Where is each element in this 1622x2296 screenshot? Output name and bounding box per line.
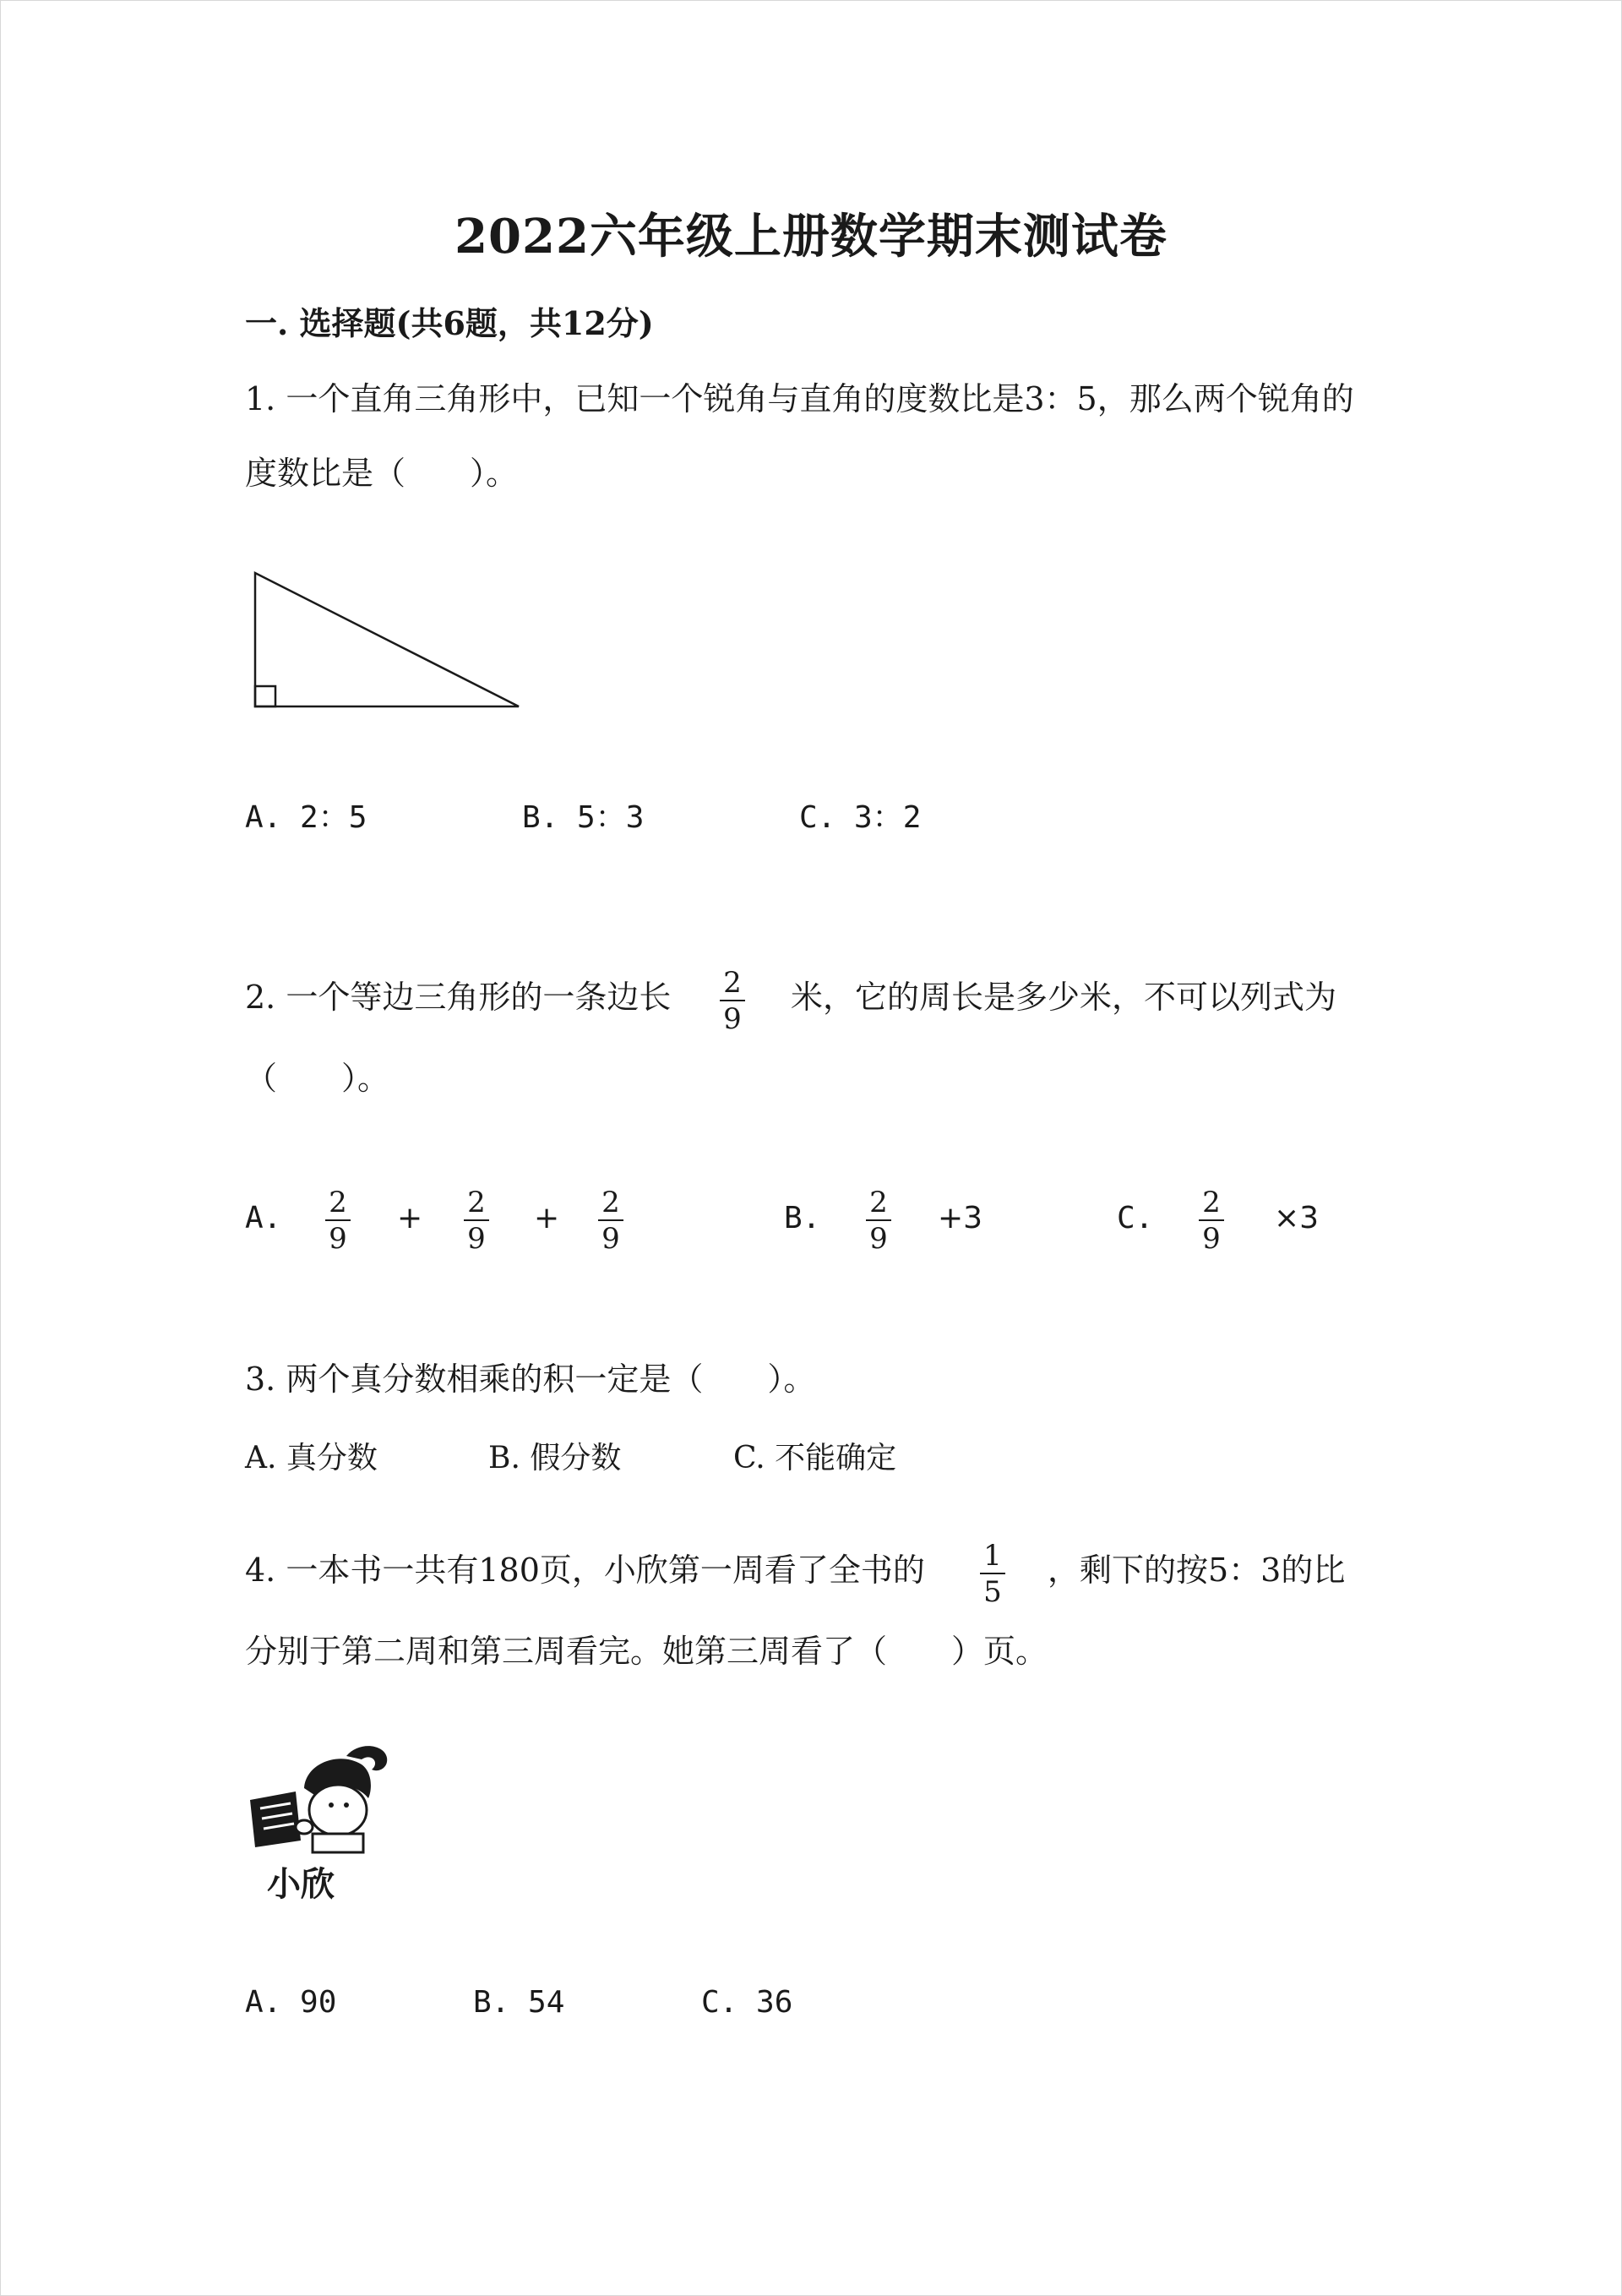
q2-option-a-label[interactable]: A. — [245, 1201, 282, 1235]
illustration-caption: 小欣 — [267, 1865, 335, 1904]
q3-option-c[interactable]: C. 不能确定 — [733, 1441, 897, 1475]
q2-text-post: 米，它的周长是多少米，不可以列式为 — [791, 979, 1337, 1016]
fraction-denominator: 9 — [869, 1222, 888, 1256]
q2-option-b-frac — [866, 1186, 891, 1256]
page-title: 2022六年级上册数学期末测试卷 — [454, 209, 1168, 265]
body — [313, 1834, 363, 1852]
fraction-denominator: 9 — [329, 1222, 347, 1256]
eye-left — [329, 1802, 334, 1808]
face — [309, 1785, 367, 1835]
fraction-numerator: 2 — [601, 1186, 620, 1219]
q2-option-b-tail: +3 — [938, 1201, 983, 1235]
fraction-numerator: 2 — [1202, 1186, 1221, 1219]
q4-option-a[interactable]: A. 90 — [245, 1985, 337, 2020]
fraction-numerator: 2 — [467, 1186, 486, 1219]
q2-option-a-plus-2: + — [534, 1201, 560, 1235]
q2-option-b-label[interactable]: B. — [784, 1201, 821, 1235]
q1-text-line1: 1. 一个直角三角形中，已知一个锐角与直角的度数比是3：5，那么两个锐角的 — [245, 380, 1354, 417]
q1-option-a[interactable]: A. 2：5 — [245, 800, 367, 835]
q2-option-a-frac-2 — [464, 1186, 489, 1256]
fraction-denominator: 5 — [983, 1575, 1002, 1609]
fraction-bar — [598, 1219, 623, 1221]
eye-right — [344, 1802, 349, 1808]
fraction-bar — [720, 1000, 745, 1001]
fraction-bar — [980, 1573, 1005, 1574]
fraction-denominator: 9 — [723, 1002, 742, 1036]
fraction-numerator: 2 — [723, 966, 742, 1000]
q2-fraction — [720, 966, 745, 1036]
q2-text-line2: （ ）。 — [245, 1060, 390, 1097]
fraction-numerator: 2 — [869, 1186, 888, 1219]
fraction-numerator: 1 — [983, 1539, 1002, 1573]
q2-option-a-frac-1 — [325, 1186, 351, 1256]
q4-text-line2: 分别于第二周和第三周看完。她第三周看了（ ）页。 — [245, 1633, 1048, 1670]
right-triangle-figure — [253, 571, 524, 711]
q1-option-b[interactable]: B. 5：3 — [522, 800, 645, 835]
right-angle-marker — [255, 686, 275, 706]
q3-option-b[interactable]: B. 假分数 — [488, 1441, 622, 1475]
fraction-denominator: 9 — [467, 1222, 486, 1256]
q4-text-post: ，剩下的按5：3的比 — [1048, 1552, 1346, 1589]
q2-option-a-plus-1: + — [397, 1201, 423, 1235]
q4-text-pre: 4. 一本书一共有180页，小欣第一周看了全书的 — [245, 1552, 925, 1589]
q3-option-a[interactable]: A. 真分数 — [245, 1441, 378, 1475]
triangle-outline — [255, 573, 519, 706]
reading-girl-illustration — [245, 1739, 397, 1866]
section-heading: 一. 选择题(共6题，共12分) — [245, 304, 654, 342]
q4-fraction — [980, 1539, 1005, 1609]
fraction-bar — [1199, 1219, 1224, 1221]
fraction-numerator: 2 — [329, 1186, 347, 1219]
q2-option-c-tail: ×3 — [1274, 1201, 1320, 1235]
fraction-denominator: 9 — [1202, 1222, 1221, 1256]
q4-option-b[interactable]: B. 54 — [473, 1985, 565, 2020]
fraction-denominator: 9 — [601, 1222, 620, 1256]
fraction-bar — [464, 1219, 489, 1221]
q3-text: 3. 两个真分数相乘的积一定是（ ）。 — [245, 1361, 816, 1398]
hand — [296, 1820, 313, 1834]
q2-text-pre: 2. 一个等边三角形的一条边长 — [245, 979, 672, 1016]
q2-option-c-label[interactable]: C. — [1117, 1201, 1154, 1235]
fraction-bar — [866, 1219, 891, 1221]
q2-option-c-frac — [1199, 1186, 1224, 1256]
book-cover — [250, 1792, 301, 1847]
q2-option-a-frac-3 — [598, 1186, 623, 1256]
fraction-bar — [325, 1219, 351, 1221]
q1-text-line2: 度数比是（ ）。 — [245, 455, 519, 492]
q4-option-c[interactable]: C. 36 — [701, 1985, 793, 2020]
q1-option-c[interactable]: C. 3：2 — [799, 800, 922, 835]
